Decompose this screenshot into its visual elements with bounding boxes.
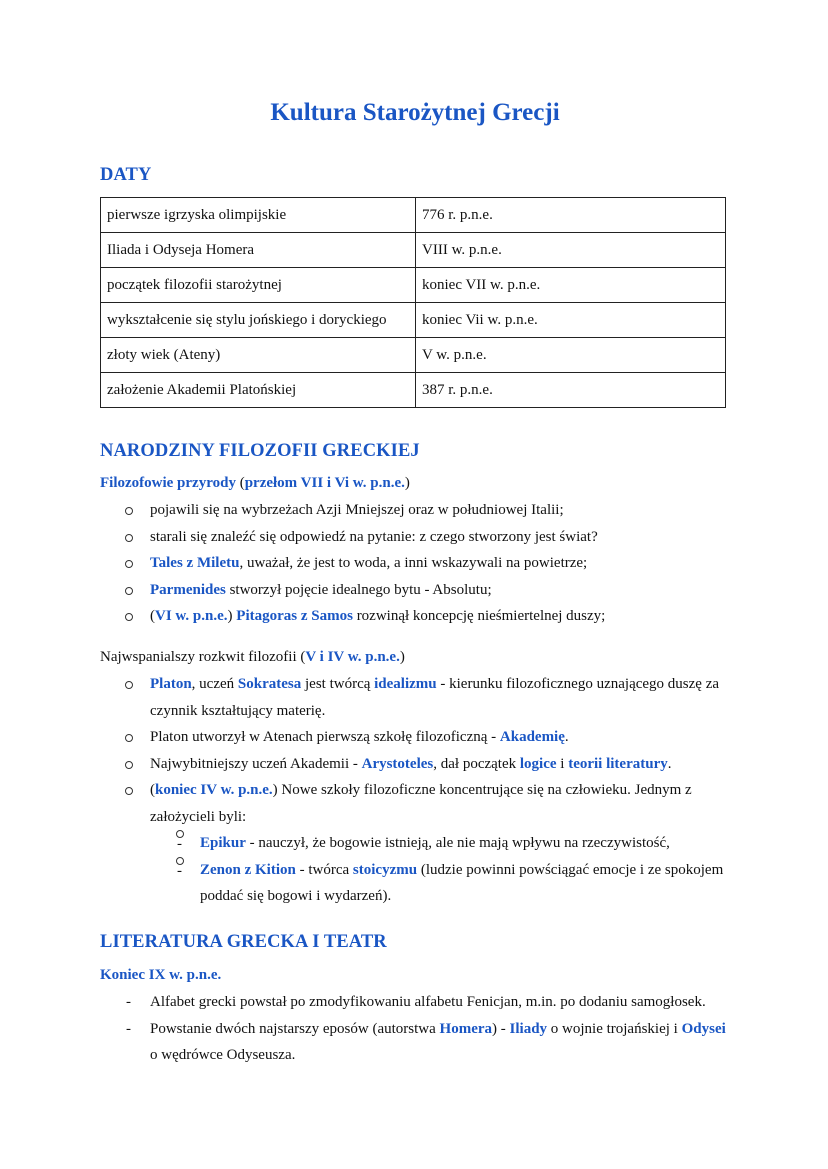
section-heading-filozofia: NARODZINY FILOZOFII GRECKIEJ (100, 441, 420, 461)
event-cell: założenie Akademii Platońskiej (101, 373, 416, 408)
list-item: pojawili się na wybrzeżach Azji Mniejszej oraz w południowej Italii; (100, 497, 730, 524)
list-item: - Epikur - nauczył, że bogowie istnieją, ale nie mają wpływu na rzeczywistość, (150, 830, 730, 857)
event-cell: pierwsze igrzyska olimpijskie (101, 198, 416, 233)
list-item: Najwybitniejszy uczeń Akademii - Arystoteles, dał początek logice i teorii literatury. (100, 751, 730, 778)
list-item: - Powstanie dwóch najstarszy eposów (autorstwa Homera) - Iliady o wojnie trojańskiej i Odysei o wędrówce Odyseusza. (100, 1016, 730, 1069)
table-row (101, 198, 726, 233)
date-cell: 776 r. p.n.e. (416, 198, 726, 233)
event-cell: złoty wiek (Ateny) (101, 338, 416, 373)
event-cell: początek filozofii starożytnej (101, 268, 416, 303)
table-row (101, 268, 726, 303)
list-item: Tales z Miletu, uważał, że jest to woda, a inni wskazywali na powietrze; (100, 550, 730, 577)
table-row (101, 373, 726, 408)
list-item: - Zenon z Kition - twórca stoicyzmu (ludzie powinni powściągać emocje i ze spokojem poddać się bogowi i wydarzeń). (150, 857, 730, 910)
literature-list (100, 989, 730, 1069)
event-cell: Iliada i Odyseja Homera (101, 233, 416, 268)
subheading-rozkwit: Najwspanialszy rozkwit filozofii (V i IV w. p.n.e.) (100, 649, 405, 665)
event-cell: wykształcenie się stylu jońskiego i doryckiego (101, 303, 416, 338)
list-item: Parmenides stworzył pojęcie idealnego bytu - Absolutu; (100, 577, 730, 604)
table-row (101, 233, 726, 268)
section-heading-daty: DATY (100, 165, 152, 185)
period-label: V i IV w. p.n.e. (305, 649, 400, 665)
page-title: Kultura Starożytnej Grecji (270, 99, 560, 126)
founders-list (150, 830, 730, 910)
list-item: starali się znaleźć się odpowiedź na pytanie: z czego stworzony jest świat? (100, 524, 730, 551)
dates-table (100, 197, 726, 408)
date-cell: VIII w. p.n.e. (416, 233, 726, 268)
table-row (101, 303, 726, 338)
date-cell: V w. p.n.e. (416, 338, 726, 373)
date-cell: koniec VII w. p.n.e. (416, 268, 726, 303)
list-item: Platon utworzył w Atenach pierwszą szkołę filozoficzną - Akademię. (100, 724, 730, 751)
date-cell: 387 r. p.n.e. (416, 373, 726, 408)
date-cell: koniec Vii w. p.n.e. (416, 303, 726, 338)
list-item: Platon, uczeń Sokratesa jest twórcą idealizmu - kierunku filozoficznego uznającego duszę za czynnik kształtujący materię. (100, 671, 730, 724)
golden-age-list (100, 671, 730, 910)
table-row (101, 338, 726, 373)
subheading-label: Filozofowie przyrody (100, 475, 236, 491)
subheading-filozofowie-przyrody: Filozofowie przyrody (przełom VII i Vi w. p.n.e.) (100, 475, 410, 491)
list-item: (VI w. p.n.e.) Pitagoras z Samos rozwinął koncepcję nieśmiertelnej duszy; (100, 603, 730, 630)
list-item: - Alfabet grecki powstał po zmodyfikowaniu alfabetu Fenicjan, m.in. po dodaniu samogłosek. (100, 989, 730, 1016)
list-item: (koniec IV w. p.n.e.) Nowe szkoły filozoficzne koncentrujące się na człowieku. Jednym z założycieli byli: - Epikur - nauczył, że bogowie istnieją, ale nie mają wpływu na rzeczywistość, - Zenon z Kition - twórca stoicyzmu (ludzie powinni powściągać emocje i ze spokojem poddać się bogowi i wydarzeń). (100, 777, 730, 910)
period-label: przełom VII i Vi w. p.n.e. (244, 475, 405, 491)
section-heading-literatura: LITERATURA GRECKA I TEATR (100, 932, 387, 952)
natural-philosophers-list (100, 497, 730, 630)
subheading-koniec-ix: Koniec IX w. p.n.e. (100, 967, 222, 983)
